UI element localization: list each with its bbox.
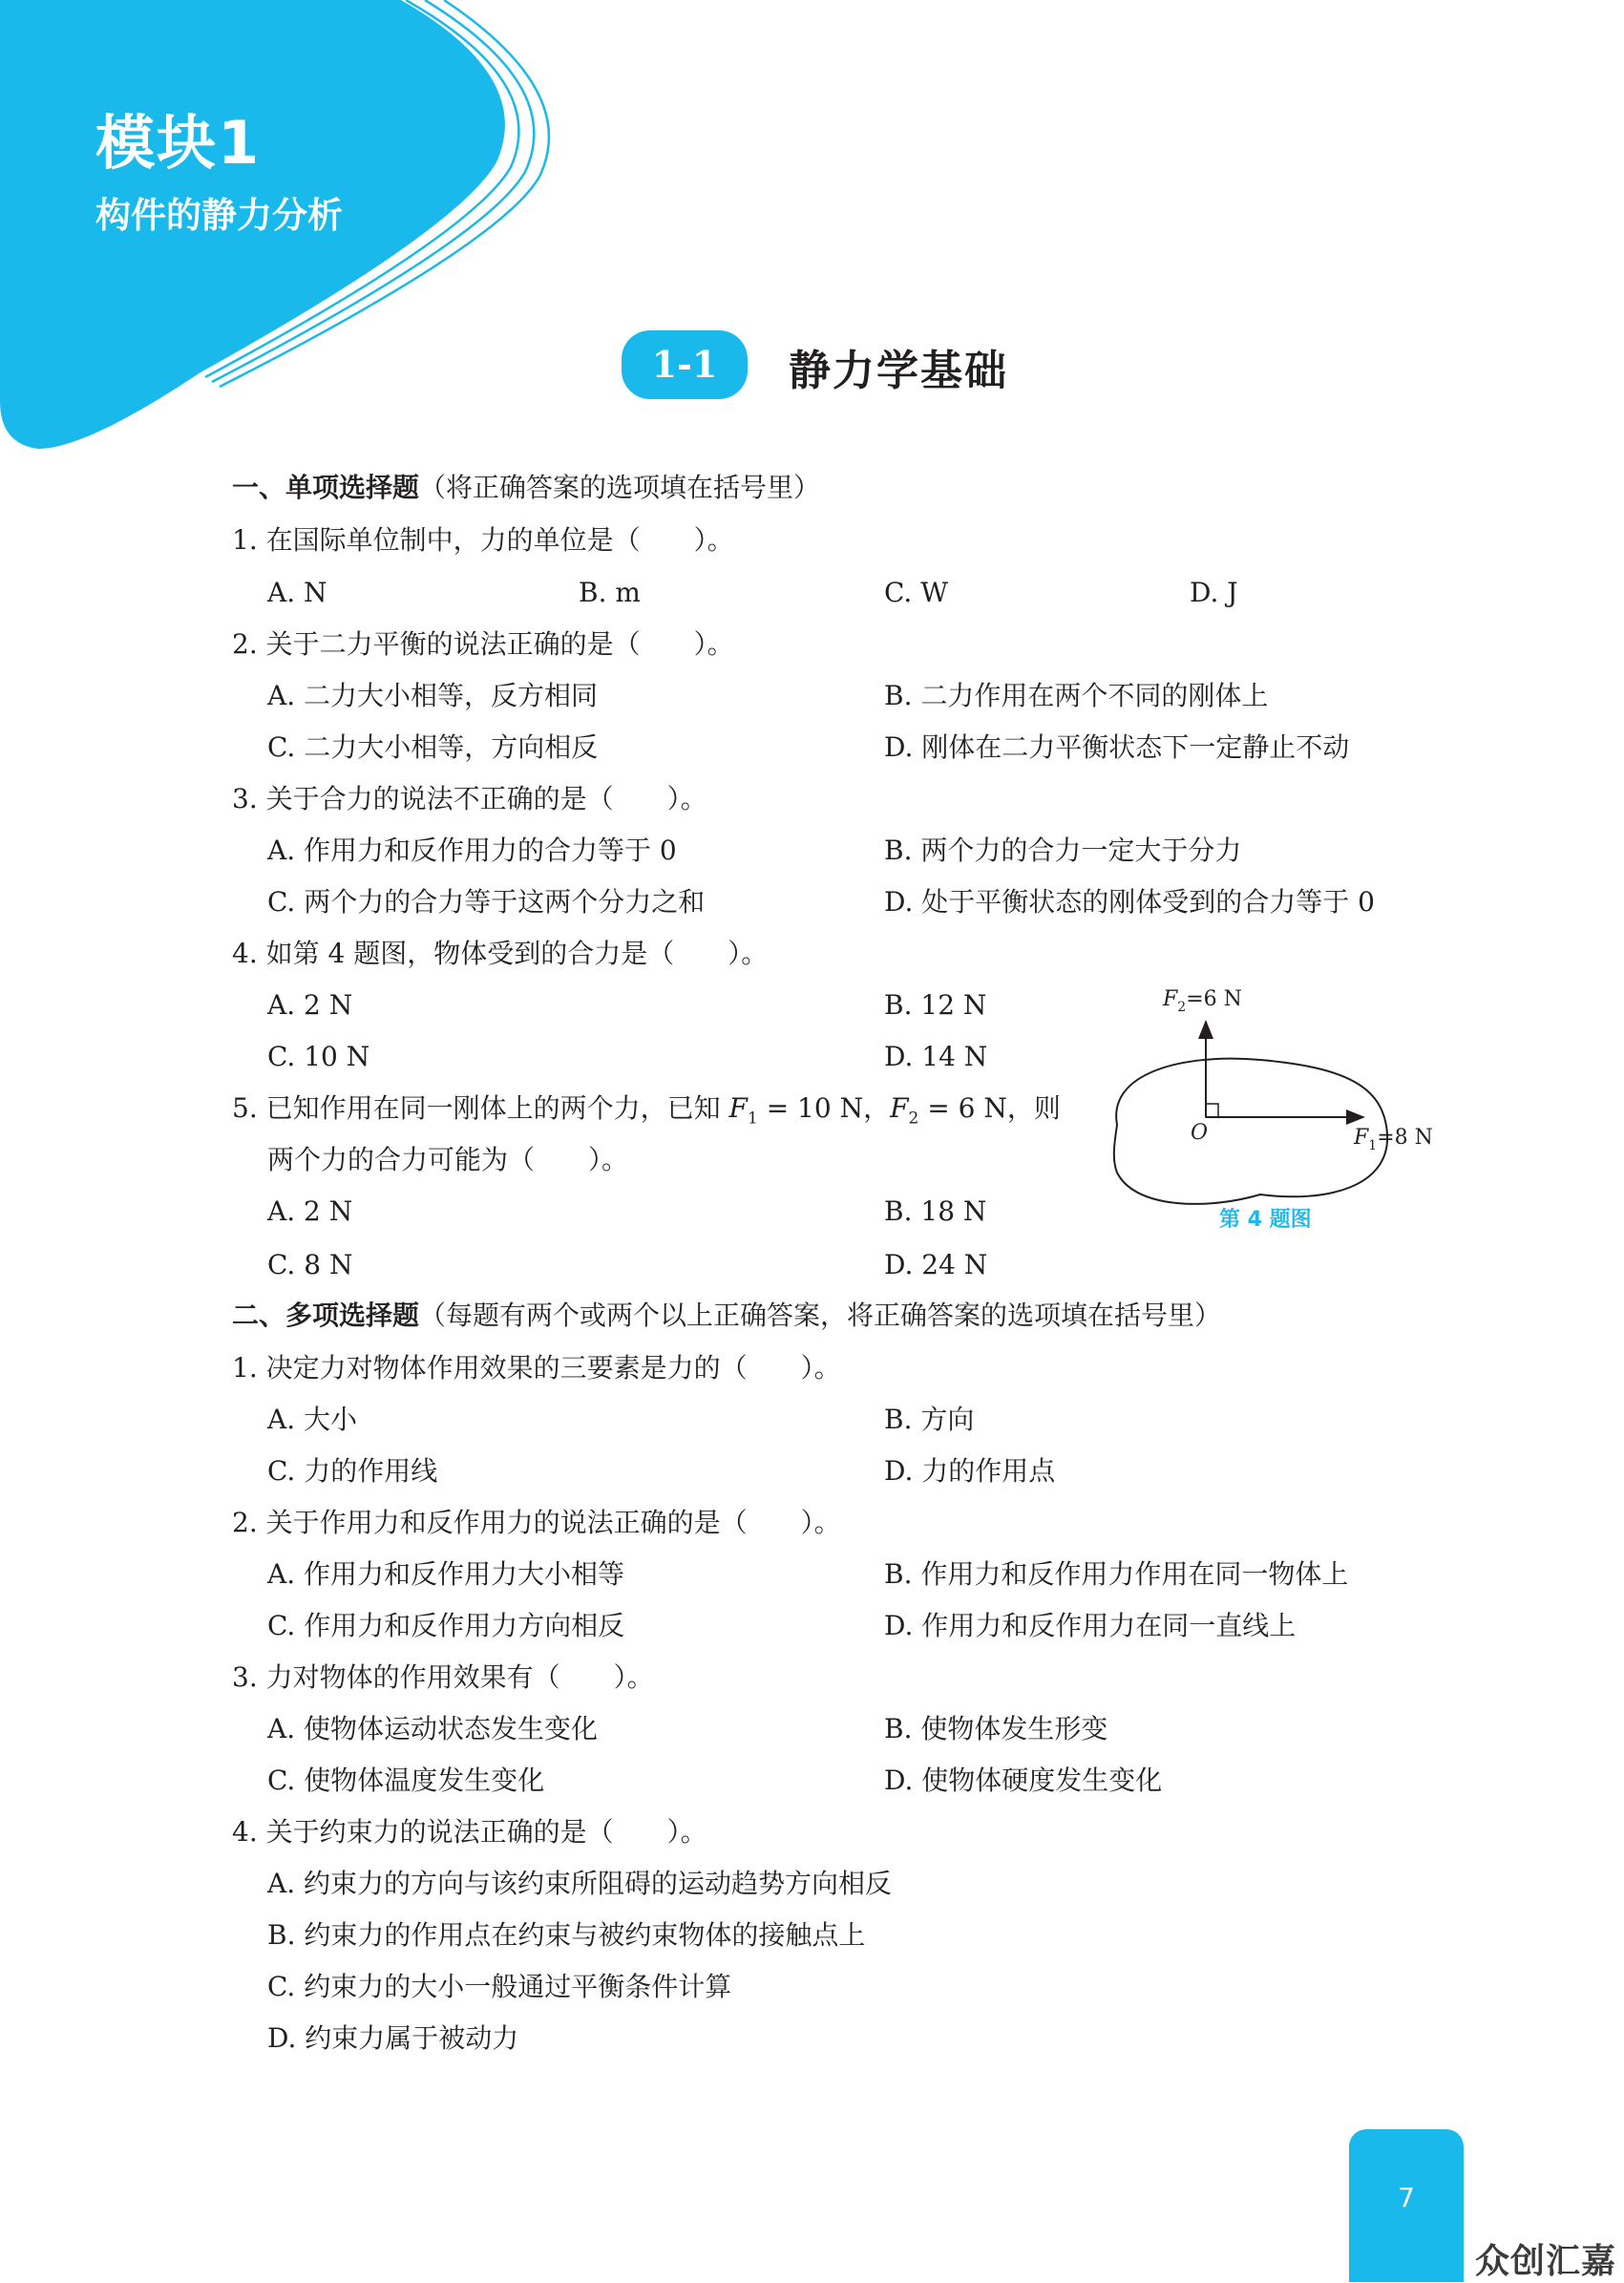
q1-2-option-a: A. 二力大小相等，反方相同 bbox=[267, 680, 599, 711]
q2-3-option-c: C. 使物体温度发生变化 bbox=[267, 1765, 545, 1796]
q2-3-stem: 3. 力对物体的作用效果有（ ）。 bbox=[232, 1661, 654, 1693]
section-title: 静力学基础 bbox=[789, 347, 1008, 395]
q1-1-option-d: D. J bbox=[1190, 577, 1238, 608]
q2-4-stem: 4. 关于约束力的说法正确的是（ ）。 bbox=[232, 1816, 707, 1848]
part1-heading-line bbox=[232, 469, 820, 507]
q2-1-option-b: B. 方向 bbox=[884, 1404, 975, 1435]
part2-note: （每题有两个或两个以上正确答案，将正确答案的选项填在括号里） bbox=[419, 1300, 1222, 1331]
q1-4-option-b: B. 12 N bbox=[884, 989, 987, 1021]
part1-heading: 一、单项选择题 bbox=[232, 472, 420, 503]
f1-symbol: F bbox=[728, 1092, 748, 1124]
q1-1-option-a: A. N bbox=[267, 577, 327, 608]
q1-4-option-d: D. 14 N bbox=[884, 1041, 988, 1072]
q2-2-option-d: D. 作用力和反作用力在同一直线上 bbox=[884, 1610, 1297, 1641]
q2-1-option-c: C. 力的作用线 bbox=[267, 1455, 438, 1487]
page-number: 7 bbox=[1398, 2182, 1415, 2213]
origin-label: O bbox=[1191, 1121, 1209, 1145]
module-title: 模块1 bbox=[95, 108, 262, 178]
q2-1-stem: 1. 决定力对物体作用效果的三要素是力的（ ）。 bbox=[232, 1352, 841, 1384]
q1-4-option-a: A. 2 N bbox=[267, 989, 353, 1021]
q1-5-stem-line2: 两个力的合力可能为（ ）。 bbox=[267, 1144, 629, 1175]
q1-3-stem: 3. 关于合力的说法不正确的是（ ）。 bbox=[232, 783, 707, 814]
f2-label: $F_2=6$ N bbox=[1163, 987, 1242, 1015]
q1-5-f2-value: = 6 N，则 bbox=[918, 1092, 1061, 1124]
section-number-badge: 1-1 bbox=[622, 330, 748, 399]
q1-3-option-c: C. 两个力的合力等于这两个分力之和 bbox=[267, 886, 706, 918]
q1-5-option-d: D. 24 N bbox=[884, 1249, 988, 1280]
q1-2-option-b: B. 二力作用在两个不同的刚体上 bbox=[884, 680, 1269, 711]
q2-2-option-b: B. 作用力和反作用力作用在同一物体上 bbox=[884, 1558, 1349, 1590]
q2-4-option-b: B. 约束力的作用点在约束与被约束物体的接触点上 bbox=[267, 1919, 866, 1951]
f2-subscript: 2 bbox=[908, 1109, 919, 1129]
q2-2-option-c: C. 作用力和反作用力方向相反 bbox=[267, 1610, 625, 1641]
q1-5-stem bbox=[232, 1089, 1061, 1138]
q1-3-option-d: D. 处于平衡状态的刚体受到的合力等于 0 bbox=[884, 886, 1375, 918]
q1-5-option-b: B. 18 N bbox=[884, 1195, 987, 1227]
q1-2-option-d: D. 刚体在二力平衡状态下一定静止不动 bbox=[884, 731, 1350, 763]
q1-5-option-a: A. 2 N bbox=[267, 1195, 353, 1227]
part2-heading-line bbox=[232, 1297, 1221, 1335]
q1-2-option-c: C. 二力大小相等，方向相反 bbox=[267, 731, 599, 763]
figure-caption: 第 4 题图 bbox=[1219, 1208, 1312, 1232]
watermark-text: 众创汇嘉 bbox=[1475, 2242, 1617, 2281]
q2-3-option-b: B. 使物体发生形变 bbox=[884, 1713, 1108, 1744]
f1-label: $F_1=8$ N bbox=[1354, 1126, 1433, 1153]
part1-note: （将正确答案的选项填在括号里） bbox=[419, 472, 821, 503]
q1-1-option-c: C. W bbox=[884, 577, 949, 608]
q1-5-f1-value: = 10 N， bbox=[757, 1092, 891, 1124]
q1-2-stem: 2. 关于二力平衡的说法正确的是（ ）。 bbox=[232, 628, 734, 660]
q2-2-option-a: A. 作用力和反作用力大小相等 bbox=[267, 1558, 625, 1590]
q1-3-option-a: A. 作用力和反作用力的合力等于 0 bbox=[267, 835, 677, 866]
q2-1-option-a: A. 大小 bbox=[267, 1404, 358, 1435]
q1-5-option-c: C. 8 N bbox=[267, 1249, 353, 1280]
part2-heading: 二、多项选择题 bbox=[232, 1300, 420, 1331]
body-outline bbox=[1114, 1059, 1387, 1204]
q2-4-option-d: D. 约束力属于被动力 bbox=[267, 2022, 519, 2054]
q1-3-option-b: B. 两个力的合力一定大于分力 bbox=[884, 835, 1242, 866]
right-angle-mark bbox=[1206, 1104, 1218, 1117]
q2-2-stem: 2. 关于作用力和反作用力的说法正确的是（ ）。 bbox=[232, 1507, 841, 1538]
q2-1-option-d: D. 力的作用点 bbox=[884, 1455, 1056, 1487]
f2-symbol: F bbox=[890, 1092, 909, 1124]
q2-3-option-d: D. 使物体硬度发生变化 bbox=[884, 1765, 1163, 1796]
q2-4-option-c: C. 约束力的大小一般通过平衡条件计算 bbox=[267, 1971, 732, 2002]
q1-4-stem: 4. 如第 4 题图，物体受到的合力是（ ）。 bbox=[232, 938, 769, 969]
q1-4-option-c: C. 10 N bbox=[267, 1041, 370, 1072]
module-subtitle: 构件的静力分析 bbox=[95, 195, 343, 236]
q1-1-option-b: B. m bbox=[579, 577, 641, 608]
q2-3-option-a: A. 使物体运动状态发生变化 bbox=[267, 1713, 599, 1744]
q1-5-stem-prefix: 5. 已知作用在同一刚体上的两个力，已知 bbox=[232, 1092, 729, 1124]
f1-subscript: 1 bbox=[747, 1109, 758, 1129]
q1-1-stem: 1. 在国际单位制中，力的单位是（ ）。 bbox=[232, 524, 734, 556]
q2-4-option-a: A. 约束力的方向与该约束所阻碍的运动趋势方向相反 bbox=[267, 1868, 893, 1899]
